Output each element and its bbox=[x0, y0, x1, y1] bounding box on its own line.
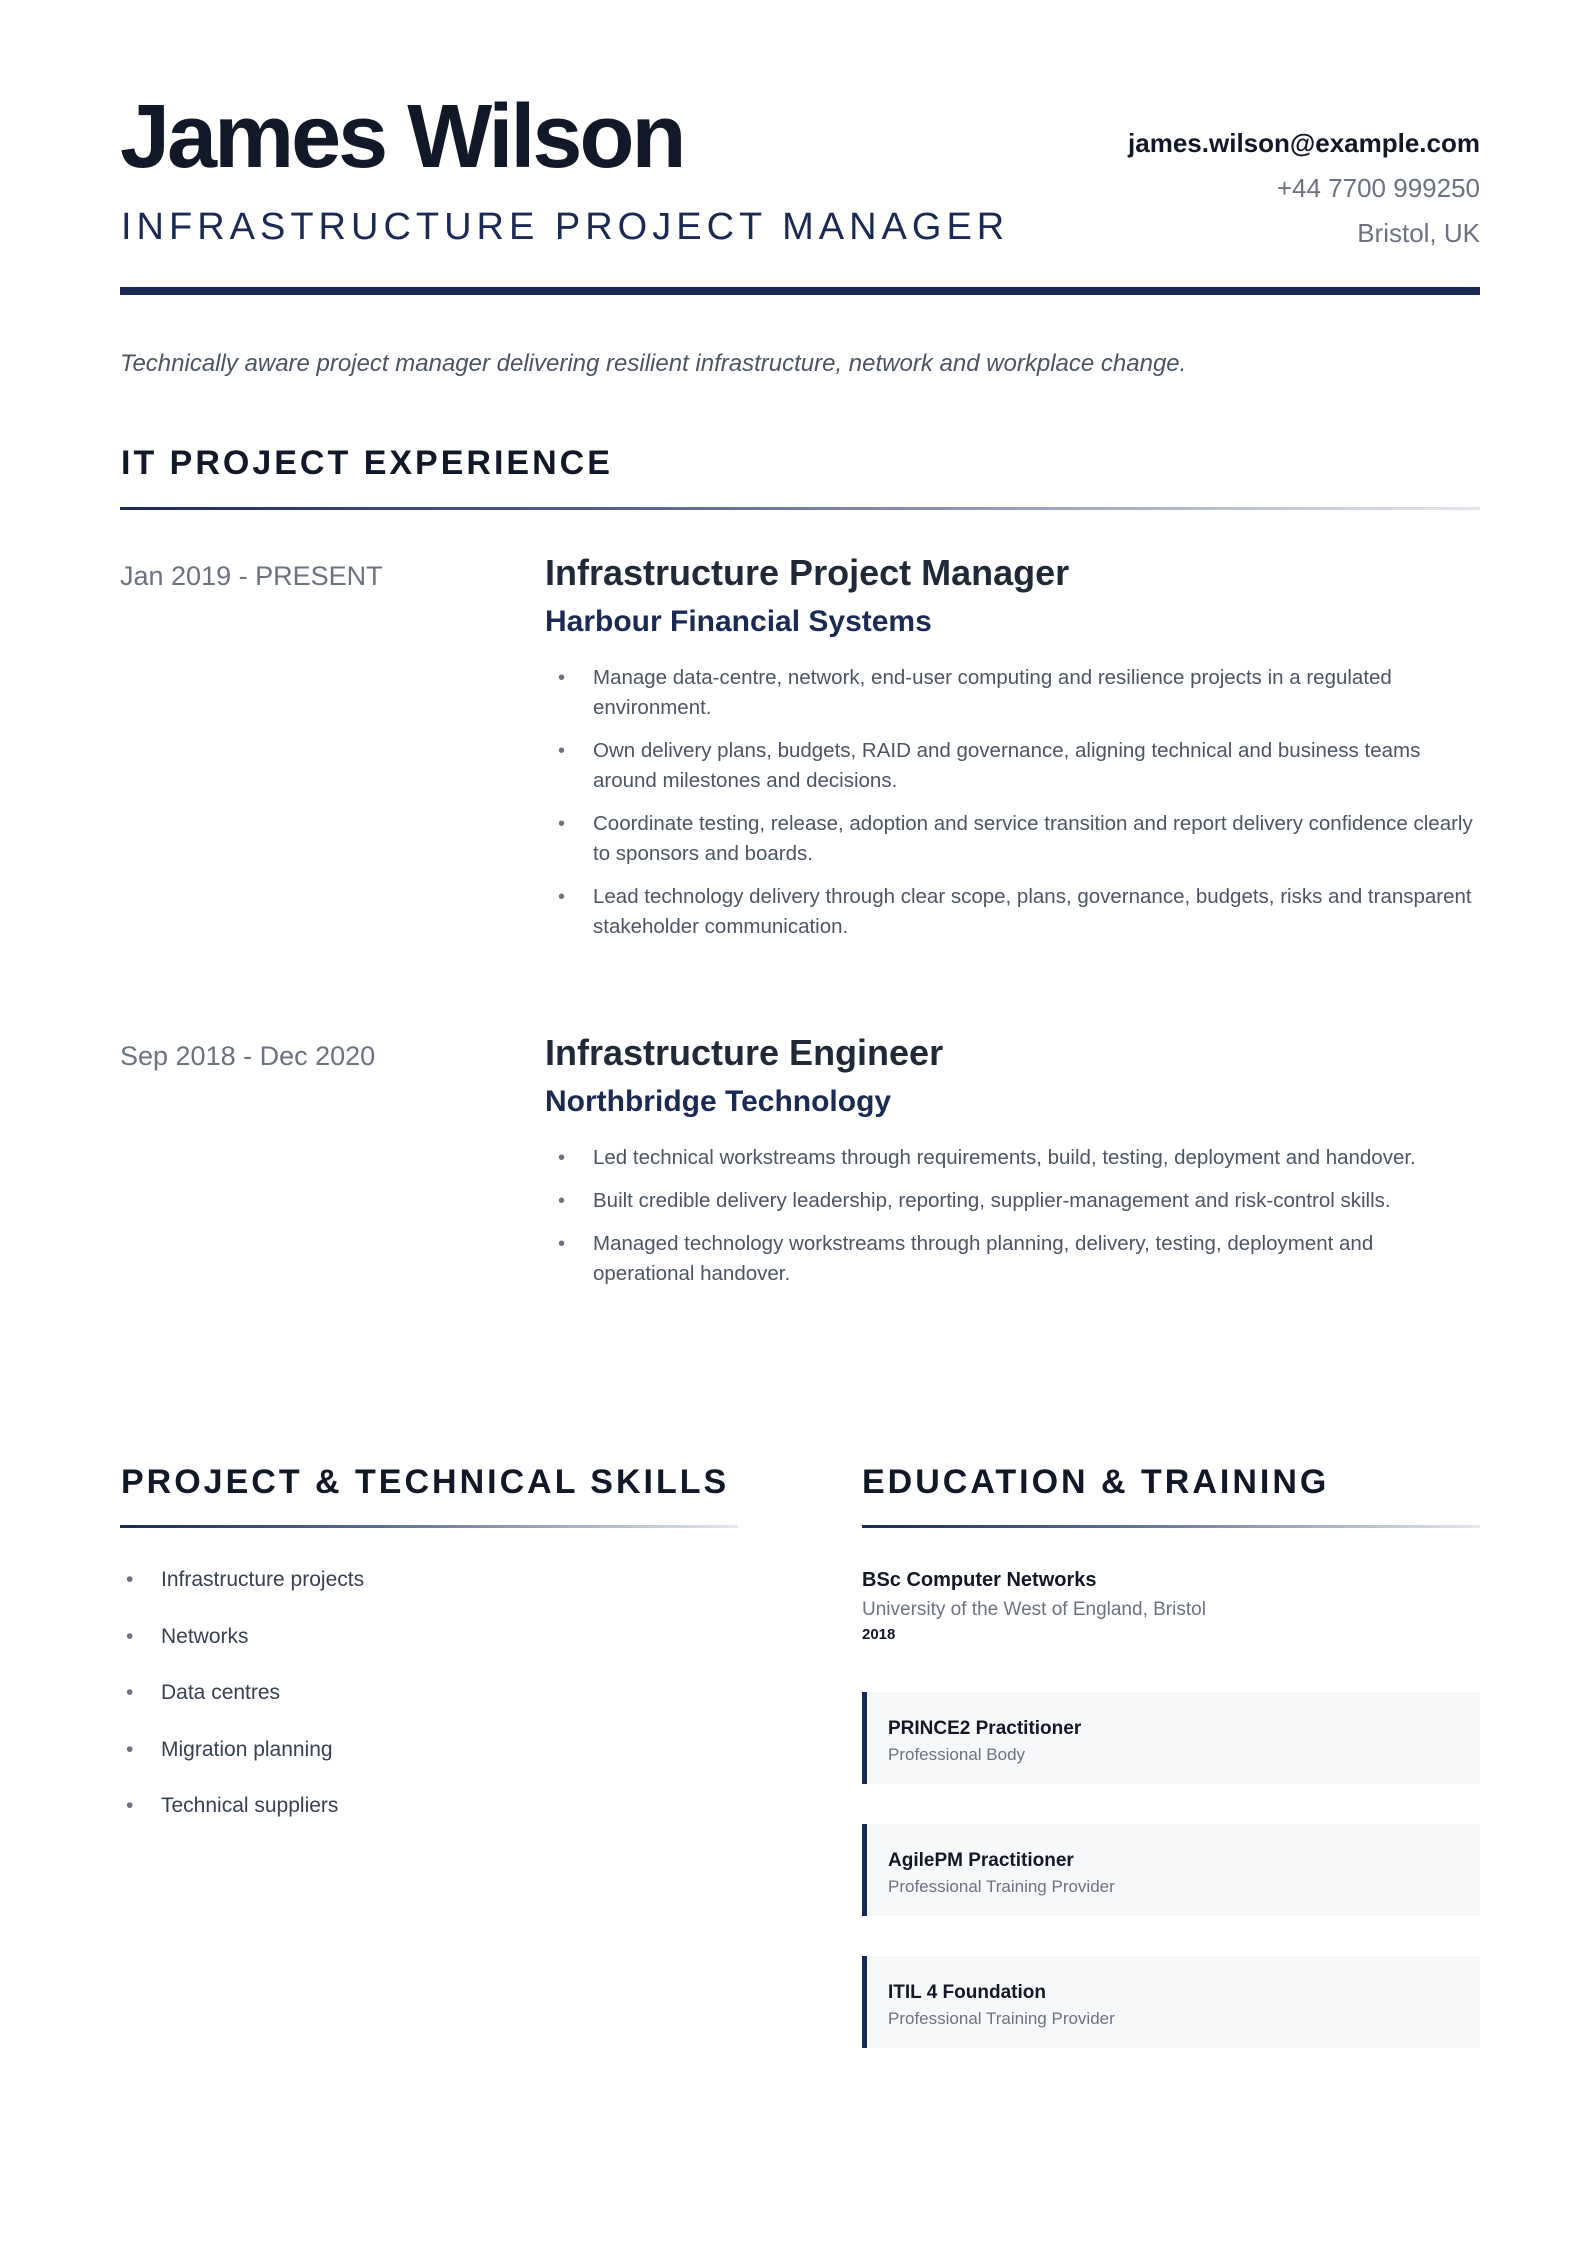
bullet-icon: • bbox=[126, 1794, 134, 1817]
job-bullets bbox=[545, 1143, 1480, 1289]
institution-name: University of the West of England, Bristol bbox=[862, 1599, 1206, 1620]
skill-text: Data centres bbox=[161, 1681, 281, 1704]
certification-card bbox=[862, 1956, 1480, 2048]
certification-name: ITIL 4 Foundation bbox=[888, 1982, 1046, 2003]
bullet-icon: • bbox=[558, 886, 566, 908]
skills-list bbox=[120, 1565, 364, 1848]
list-item bbox=[545, 1143, 1480, 1173]
experience-heading: IT PROJECT EXPERIENCE bbox=[121, 444, 613, 482]
bullet-icon: • bbox=[126, 1624, 134, 1648]
job-title: Infrastructure Engineer bbox=[545, 1032, 944, 1073]
bullet-icon: • bbox=[558, 740, 566, 762]
degree-year: 2018 bbox=[862, 1626, 896, 1643]
bullet-text: Lead technology delivery through clear scope, plans, governance, budgets, risks and transparent stakeholder communication. bbox=[593, 885, 1472, 938]
candidate-name: James Wilson bbox=[120, 87, 684, 187]
job-title: Infrastructure Project Manager bbox=[545, 552, 1070, 593]
list-item bbox=[545, 1186, 1480, 1216]
list-item bbox=[545, 1229, 1480, 1289]
list-item bbox=[545, 663, 1480, 723]
bullet-icon: • bbox=[558, 1190, 566, 1212]
job-dates: Jan 2019 - PRESENT bbox=[120, 561, 383, 591]
degree-name: BSc Computer Networks bbox=[862, 1569, 1097, 1591]
bullet-icon: • bbox=[558, 813, 566, 835]
bullet-icon: • bbox=[558, 667, 566, 689]
job-details bbox=[545, 1032, 1480, 1302]
certification-card bbox=[862, 1824, 1480, 1916]
certification-name: PRINCE2 Practitioner bbox=[888, 1718, 1082, 1739]
list-item bbox=[545, 882, 1480, 942]
phone-text: +44 7700 999250 bbox=[1276, 173, 1480, 203]
bullet-text: Led technical workstreams through requirements, build, testing, deployment and handover. bbox=[593, 1146, 1416, 1169]
certification-provider: Professional Training Provider bbox=[888, 1877, 1115, 1896]
job-company: Harbour Financial Systems bbox=[545, 605, 932, 638]
skill-text: Migration planning bbox=[161, 1737, 333, 1761]
job-company: Northbridge Technology bbox=[545, 1085, 892, 1118]
skill-text: Networks bbox=[161, 1624, 249, 1648]
job-details bbox=[545, 552, 1480, 955]
bullet-text: Manage data-centre, network, end-user computing and resilience projects in a regulated environment. bbox=[593, 666, 1392, 719]
job-bullets bbox=[545, 663, 1480, 942]
list-item bbox=[120, 1565, 364, 1622]
bullet-text: Managed technology workstreams through planning, delivery, testing, deployment and operational handover. bbox=[593, 1232, 1374, 1285]
bullet-icon: • bbox=[126, 1568, 134, 1591]
certification-name: AgilePM Practitioner bbox=[888, 1850, 1074, 1871]
degree-entry bbox=[862, 1570, 1480, 1642]
skill-text: Technical suppliers bbox=[161, 1794, 339, 1817]
bullet-text: Built credible delivery leadership, reporting, supplier-management and risk-control skills. bbox=[593, 1189, 1391, 1212]
list-item bbox=[120, 1735, 364, 1792]
bullet-icon: • bbox=[558, 1233, 566, 1255]
list-item bbox=[545, 809, 1480, 869]
education-heading: EDUCATION & TRAINING bbox=[862, 1463, 1330, 1501]
skills-divider bbox=[120, 1525, 738, 1528]
list-item bbox=[120, 1678, 364, 1735]
skill-text: Infrastructure projects bbox=[161, 1568, 365, 1591]
certification-card bbox=[862, 1692, 1480, 1784]
list-item bbox=[120, 1622, 364, 1679]
certification-provider: Professional Training Provider bbox=[888, 2009, 1115, 2028]
bullet-text: Coordinate testing, release, adoption and service transition and report delivery confidence clearly to sponsors and boards. bbox=[593, 812, 1473, 865]
bullet-text: Own delivery plans, budgets, RAID and governance, aligning technical and business teams around milestones and decisions. bbox=[593, 739, 1421, 792]
header-divider bbox=[120, 287, 1480, 295]
skills-heading: PROJECT & TECHNICAL SKILLS bbox=[121, 1463, 730, 1501]
job-dates: Sep 2018 - Dec 2020 bbox=[120, 1041, 376, 1071]
location-text: Bristol, UK bbox=[1357, 218, 1480, 248]
summary-text: Technically aware project manager delivering resilient infrastructure, network and workplace change. bbox=[120, 350, 1187, 377]
education-divider bbox=[862, 1525, 1480, 1528]
bullet-icon: • bbox=[126, 1737, 134, 1761]
list-item bbox=[120, 1791, 364, 1848]
experience-divider bbox=[120, 507, 1480, 510]
list-item bbox=[545, 736, 1480, 796]
bullet-icon: • bbox=[558, 1147, 566, 1169]
candidate-title: INFRASTRUCTURE PROJECT MANAGER bbox=[121, 206, 1010, 248]
contact-block bbox=[1128, 130, 1480, 246]
email-text: james.wilson@example.com bbox=[1128, 128, 1480, 158]
certification-provider: Professional Body bbox=[888, 1745, 1026, 1764]
bullet-icon: • bbox=[126, 1681, 134, 1704]
